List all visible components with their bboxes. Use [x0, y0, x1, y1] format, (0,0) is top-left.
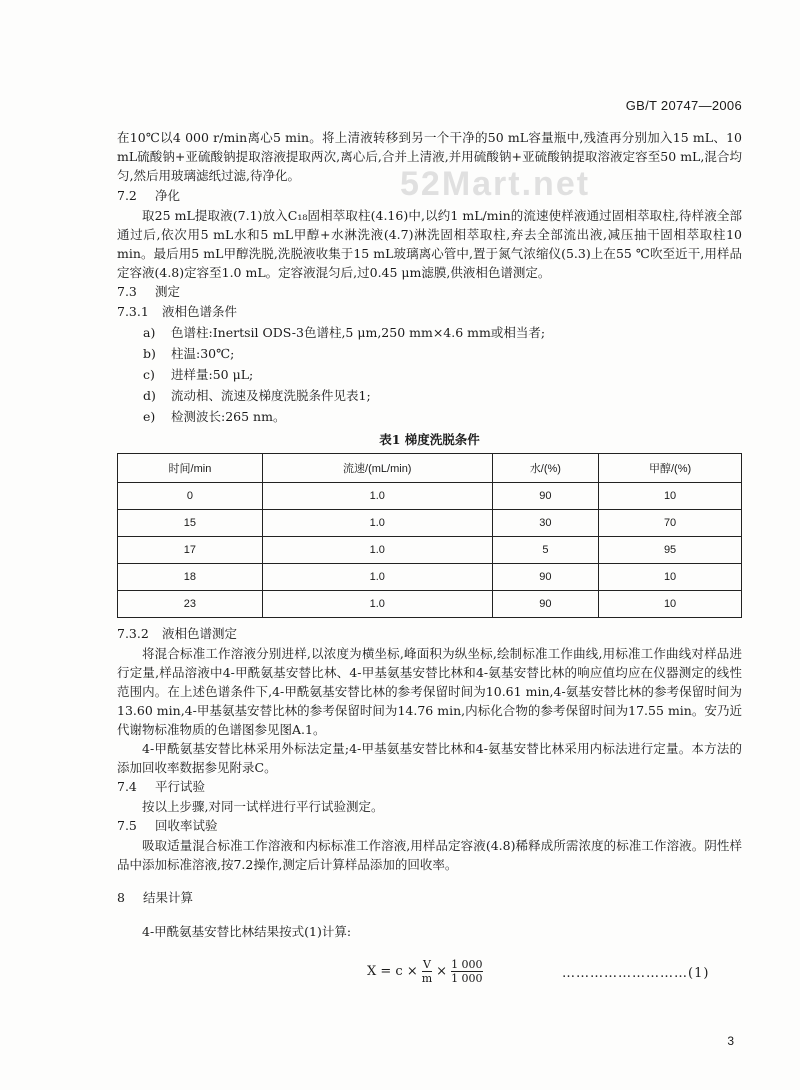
column-header-time: 时间/min	[118, 454, 263, 483]
fraction-denominator: m	[421, 972, 433, 985]
section-7-2-heading	[117, 186, 742, 206]
watermark: 52Mart.net	[400, 165, 591, 203]
page-content	[117, 128, 742, 996]
formula-times: ×	[436, 964, 448, 979]
table-cell: 1.0	[262, 537, 492, 564]
formula-number: ………………………(1)	[562, 966, 710, 981]
section-title: 净化	[155, 188, 181, 203]
formula-1	[117, 952, 742, 996]
section-7-3-2-heading	[117, 624, 742, 644]
list-item	[143, 322, 742, 343]
list-text: 色谱柱:Inertsil ODS-3色谱柱,5 μm,250 mm×4.6 mm或相当者;	[171, 325, 546, 340]
table-row	[118, 564, 742, 591]
gradient-table	[117, 453, 742, 618]
table-row	[118, 483, 742, 510]
fraction-numerator: 1 000	[451, 958, 483, 971]
list-text: 柱温:30℃;	[171, 346, 235, 361]
table-row	[118, 591, 742, 618]
list-text: 进样量:50 μL;	[171, 367, 254, 382]
table-cell: 1.0	[262, 510, 492, 537]
fraction-1000	[451, 958, 483, 985]
list-item	[143, 385, 742, 406]
list-marker: d)	[143, 388, 156, 403]
section-7-4-heading	[117, 777, 742, 797]
table-header-row	[118, 454, 742, 483]
section-title: 液相色谱测定	[162, 626, 238, 641]
section-number: 7.3.1	[117, 304, 149, 319]
formula-expression	[367, 958, 483, 985]
section-number: 7.4	[117, 779, 137, 794]
table-cell: 90	[492, 591, 598, 618]
list-item	[143, 343, 742, 364]
table-cell: 90	[492, 483, 598, 510]
table-cell: 15	[118, 510, 263, 537]
list-item	[143, 364, 742, 385]
section-number: 7.3.2	[117, 626, 149, 641]
section-number: 7.5	[117, 818, 137, 833]
section-title: 液相色谱条件	[162, 304, 238, 319]
table-cell: 10	[599, 591, 742, 618]
table-cell: 1.0	[262, 591, 492, 618]
section-title: 结果计算	[143, 890, 194, 905]
section-7-3-heading	[117, 282, 742, 302]
column-header-water: 水/(%)	[492, 454, 598, 483]
section-number: 7.2	[117, 188, 137, 203]
section-number: 7.3	[117, 284, 137, 299]
list-marker: a)	[143, 325, 156, 340]
formula-lhs: X = c ×	[367, 964, 418, 979]
table-cell: 10	[599, 564, 742, 591]
lc-conditions-list	[117, 322, 742, 427]
table-cell: 0	[118, 483, 263, 510]
section-7-3-2-para-1: 将混合标准工作溶液分别进样,以浓度为横坐标,峰面积为纵坐标,绘制标准工作曲线,用标准工作曲线对样品进行定量,样品溶液中4-甲酰氨基安替比林、4-甲基氨基安替比林和4-氨基安替比林的响应值均应在仪器测定的线性范围内。在上述色谱条件下,4-甲酰氨基安替比林的参考保留时间为10.61 min,4-氨基安替比林的参考保留时间为13.60 min,4-甲基氨基安替比林的参考保留时间为14.76 min,内标化合物的参考保留时间为17.55 min。安乃近代谢物标准物质的色谱图参见图A.1。	[117, 646, 742, 737]
list-marker: e)	[143, 409, 156, 424]
fraction-numerator: V	[422, 958, 431, 971]
list-text: 流动相、流速及梯度洗脱条件见表1;	[171, 388, 371, 403]
column-header-flow: 流速/(mL/min)	[262, 454, 492, 483]
table-cell: 18	[118, 564, 263, 591]
standard-code: GB/T 20747—2006	[625, 98, 742, 113]
fraction-v-over-m	[422, 958, 432, 985]
section-7-3-2-para-2: 4-甲酰氨基安替比林采用外标法定量;4-甲基氨基安替比林和4-氨基安替比林采用内标法进行定量。本方法的添加回收率数据参见附录C。	[117, 741, 742, 775]
table-cell: 23	[118, 591, 263, 618]
section-title: 回收率试验	[155, 818, 218, 833]
table-cell: 30	[492, 510, 598, 537]
section-title: 平行试验	[155, 779, 206, 794]
table-cell: 10	[599, 483, 742, 510]
page-number: 3	[727, 1034, 734, 1048]
section-title: 测定	[155, 284, 181, 299]
table-title: 表1 梯度洗脱条件	[379, 432, 480, 447]
formula-intro: 4-甲酰氨基安替比林结果按式(1)计算:	[142, 924, 352, 939]
section-7-2-text: 取25 mL提取液(7.1)放入C₁₈固相萃取柱(4.16)中,以约1 mL/min的流速使样液通过固相萃取柱,待样液全部通过后,依次用5 mL水和5 mL甲醇+水淋洗液(4.7)淋洗固相萃取柱,弃去全部流出液,减压抽干固相萃取柱10 min。最后用5 mL甲醇洗脱,洗脱液收集于15 mL玻璃离心管中,置于氮气浓缩仪(5.3)上在55 ℃吹至近干,用样品定容液(4.8)定容至1.0 mL。定容液混匀后,过0.45 μm滤膜,供液相色谱测定。	[117, 208, 742, 280]
table-cell: 95	[599, 537, 742, 564]
fraction-denominator: 1 000	[451, 972, 483, 985]
section-7-3-1-heading	[117, 302, 742, 322]
table-cell: 1.0	[262, 483, 492, 510]
section-7-5-heading	[117, 816, 742, 836]
table-row	[118, 510, 742, 537]
list-text: 检测波长:265 nm。	[171, 409, 286, 424]
table-row	[118, 537, 742, 564]
table-cell: 70	[599, 510, 742, 537]
section-8-heading	[117, 888, 742, 908]
table-cell: 5	[492, 537, 598, 564]
intro-paragraph: 在10℃以4 000 r/min离心5 min。将上清液转移到另一个干净的50 mL容量瓶中,残渣再分别加入15 mL、10 mL硫酸钠+亚硫酸钠提取溶液提取两次,离心后,合并上清液,并用硫酸钠+亚硫酸钠提取溶液定容至50 mL,混合均匀,然后用玻璃滤纸过滤,待净化。	[117, 130, 742, 183]
section-number: 8	[117, 890, 125, 905]
list-marker: c)	[143, 367, 155, 382]
column-header-methanol: 甲醇/(%)	[599, 454, 742, 483]
table-cell: 17	[118, 537, 263, 564]
table-cell: 1.0	[262, 564, 492, 591]
section-7-4-text: 按以上步骤,对同一试样进行平行试验测定。	[142, 799, 384, 814]
list-item	[143, 406, 742, 427]
table-cell: 90	[492, 564, 598, 591]
list-marker: b)	[143, 346, 156, 361]
section-7-5-text: 吸取适量混合标准工作溶液和内标标准工作溶液,用样品定容液(4.8)稀释成所需浓度的标准工作溶液。阴性样品中添加标准溶液,按7.2操作,测定后计算样品添加的回收率。	[117, 838, 742, 872]
